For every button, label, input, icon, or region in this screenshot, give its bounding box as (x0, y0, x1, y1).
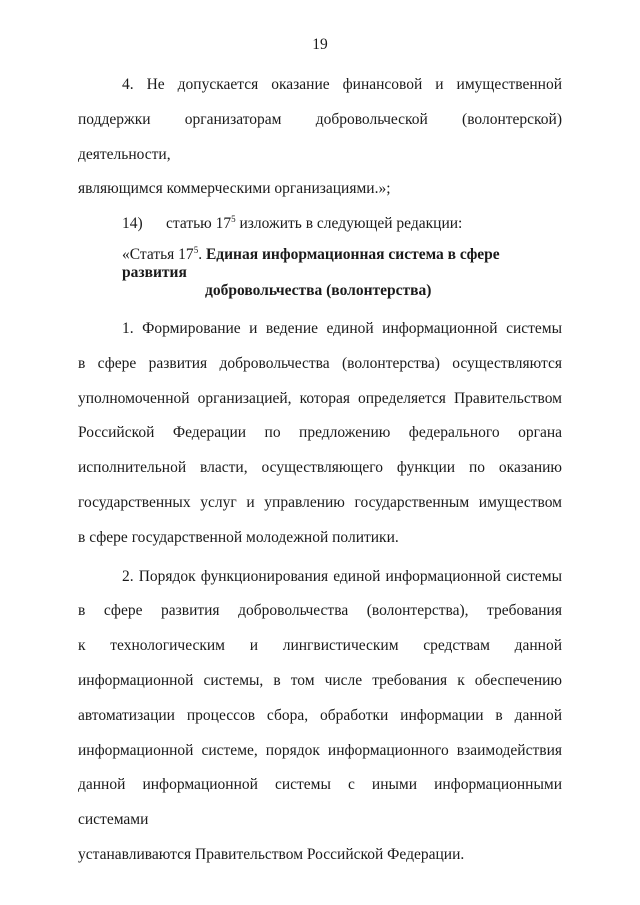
article-title-line2: добровольчества (волонтерства) (205, 281, 432, 299)
paragraph-1-line: Российской Федерации по предложению федерального органа (78, 424, 562, 442)
paragraph-2-line: автоматизации процессов сбора, обработки информации в данной (78, 706, 562, 724)
item-14-superscript: 5 (231, 214, 236, 225)
clause-4-line: 4. Не допускается оказание финансовой и имущественной (122, 76, 562, 93)
page-number: 19 (312, 36, 328, 53)
paragraph-1-line: в сфере государственной молодежной политики. (78, 528, 399, 546)
item-14-text-after: изложить в следующей редакции: (235, 215, 463, 233)
paragraph-2-line: в сфере развития добровольчества (волонтерства), требования (78, 602, 562, 620)
paragraph-2-line: 2. Порядок функционирования единой информационной системы (122, 567, 562, 585)
clause-4-line: являющимся коммерческими организациями.»; (78, 180, 391, 198)
article-heading (78, 246, 562, 300)
paragraph-1-line: 1. Формирование и ведение единой информационной системы (122, 319, 562, 337)
clause-4 (78, 68, 562, 207)
paragraph-2 (78, 560, 562, 873)
paragraph-2-line: информационной системы, в том числе требования к обеспечению (78, 671, 562, 689)
paragraph-1-line: уполномоченной организацией, которая определяется Правительством (78, 389, 562, 407)
paragraph-2-line: к технологическим и лингвистическим средствам данной (78, 637, 562, 655)
paragraph-1-line: в сфере развития добровольчества (волонтерства) осуществляются (78, 354, 562, 372)
article-superscript: 5 (193, 244, 199, 255)
article-title-line1: Единая информационная система в сфере развития (122, 245, 500, 281)
paragraph-2-line: устанавливаются Правительством Российской Федерации. (78, 845, 465, 863)
item-14-text-before: статью 17 (166, 215, 232, 233)
paragraph-1-line: исполнительной власти, осуществляющего функции по оказанию (78, 459, 562, 477)
item-14-number: 14) (122, 215, 143, 233)
document-body (78, 68, 562, 873)
paragraph-2-line: информационной системе, порядок информационного взаимодействия (78, 741, 562, 759)
paragraph-1-line: государственных услуг и управлению государственным имуществом (78, 493, 562, 511)
paragraph-2-line: данной информационной системы с иными информационными системами (78, 776, 562, 829)
article-prefix-dot: . (198, 245, 203, 263)
paragraph-1 (78, 312, 562, 556)
article-prefix: «Статья 17 (122, 245, 194, 263)
clause-4-line: поддержки организаторам добровольческой (волонтерской) деятельности, (78, 110, 562, 163)
item-14 (78, 207, 562, 242)
